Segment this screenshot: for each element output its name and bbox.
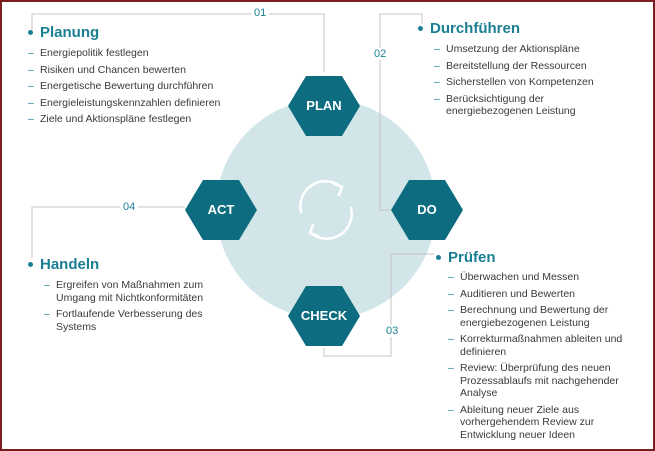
list-item: – Bereitstellung der Ressourcen bbox=[434, 60, 638, 73]
list-item: – Energiepolitik festlegen bbox=[28, 47, 233, 60]
list-item: – Überwachen und Messen bbox=[448, 271, 646, 284]
hexagon-plan-label: PLAN bbox=[306, 98, 342, 113]
section-durchfuehren bbox=[418, 20, 638, 122]
section-handeln-heading bbox=[28, 256, 218, 273]
list-item: – Risiken und Chancen bewerten bbox=[28, 64, 233, 77]
list-item: – Umsetzung der Aktionspläne bbox=[434, 43, 638, 56]
section-pruefen-title: Prüfen bbox=[448, 249, 496, 266]
section-durchfuehren-title: Durchführen bbox=[430, 20, 520, 37]
bullet-dot-icon bbox=[436, 255, 441, 260]
section-planung bbox=[28, 24, 233, 130]
section-pruefen bbox=[436, 249, 646, 445]
section-handeln-title: Handeln bbox=[40, 256, 100, 273]
section-handeln-list bbox=[28, 279, 218, 333]
list-item: – Sicherstellen von Kompetenzen bbox=[434, 76, 638, 89]
bullet-dot-icon bbox=[28, 30, 33, 35]
hexagon-act-label: ACT bbox=[207, 202, 235, 217]
section-planung-title: Planung bbox=[40, 24, 100, 41]
step-number-04: 04 bbox=[120, 201, 138, 213]
list-item: – Auditieren und Bewerten bbox=[448, 288, 646, 301]
section-pruefen-list bbox=[436, 271, 646, 441]
list-item: – Energetische Bewertung durchführen bbox=[28, 80, 233, 93]
step-number-02: 02 bbox=[371, 48, 389, 60]
section-pruefen-heading bbox=[436, 249, 646, 266]
section-durchfuehren-heading bbox=[418, 20, 638, 37]
list-item: – Berücksichtigung der energiebezogenen Leistung bbox=[434, 93, 616, 118]
hexagon-do-label: DO bbox=[417, 202, 437, 217]
step-number-01: 01 bbox=[251, 7, 269, 19]
list-item: – Ergreifen von Maßnahmen zum Umgang mit Nichtkonformitäten bbox=[44, 279, 206, 304]
section-handeln bbox=[28, 256, 218, 337]
connector-act bbox=[32, 207, 185, 258]
list-item: – Energieleistungskennzahlen definieren bbox=[28, 97, 233, 110]
bullet-dot-icon bbox=[28, 262, 33, 267]
section-planung-list bbox=[28, 47, 233, 126]
hexagon-check-label: CHECK bbox=[300, 308, 348, 323]
bullet-dot-icon bbox=[418, 26, 423, 31]
list-item: – Korrekturmaßnahmen ableiten und definieren bbox=[448, 333, 640, 358]
list-item: – Review: Überprüfung des neuen Prozessablaufs mit nachgehender Analyse bbox=[448, 362, 640, 400]
list-item: – Berechnung und Bewertung der energiebezogenen Leistung bbox=[448, 304, 635, 329]
step-number-03: 03 bbox=[383, 325, 401, 337]
list-item: – Ziele und Aktionspläne festlegen bbox=[28, 113, 233, 126]
section-durchfuehren-list bbox=[418, 43, 638, 118]
list-item: – Fortlaufende Verbesserung des Systems bbox=[44, 308, 206, 333]
section-planung-heading bbox=[28, 24, 233, 41]
list-item: – Ableitung neuer Ziele aus vorhergehendem Review zur Entwicklung neuer Ideen bbox=[448, 404, 630, 442]
